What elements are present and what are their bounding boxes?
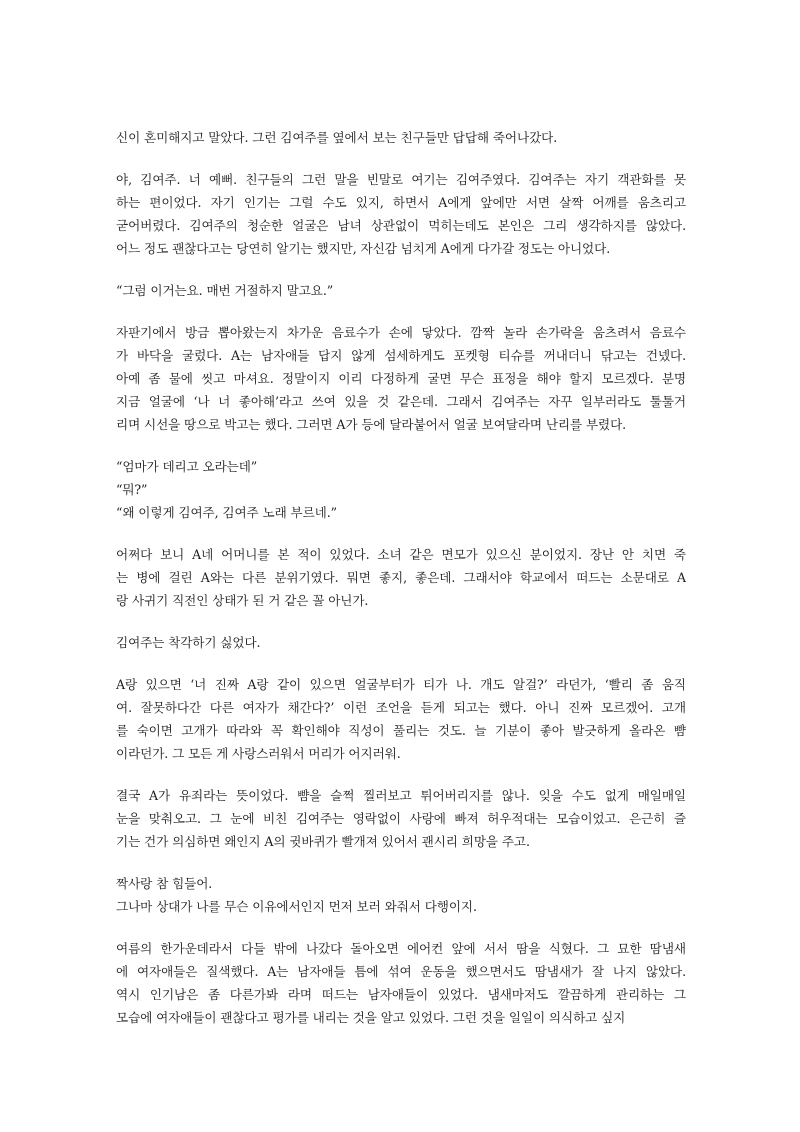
text-line: “엄마가 데리고 오라는데” bbox=[116, 459, 258, 474]
text-line: “뭐?” bbox=[116, 482, 148, 497]
paragraph bbox=[116, 455, 686, 524]
text-line: 그나마 상대가 나를 무슨 이유에서인지 먼저 보러 와줘서 다행이지. bbox=[116, 899, 477, 914]
paragraph bbox=[116, 631, 686, 654]
paragraph bbox=[116, 279, 686, 302]
paragraph bbox=[116, 937, 686, 1029]
text-line: 아예 좀 물에 씻고 마셔요. 정말이지 이리 다정하게 굴면 무슨 표정을 해야 할지 모르겠다. 분명 bbox=[116, 371, 686, 386]
paragraph bbox=[116, 784, 686, 853]
text-line: “그럼 이거는요. 매번 거절하지 말고요.” bbox=[116, 283, 334, 298]
text-line: 지금 얼굴에 ‘나 너 좋아해’라고 쓰여 있을 것 같은데. 그래서 김여주는 자꾸 일부러라도 툴툴거 bbox=[116, 394, 686, 409]
paragraph bbox=[116, 126, 686, 149]
text-line: 역시 인기남은 좀 다른가봐 라며 떠드는 남자애들이 있었다. 냄새마저도 깔끔하게 관리하는 그 bbox=[116, 987, 686, 1002]
text-line: 여. 잘못하다간 다른 여자가 채간다?’ 이런 조언을 듣게 되고는 했다. 아니 진짜 모르겠어. 고개 bbox=[116, 700, 686, 715]
text-line: 랑 사귀기 직전인 상태가 된 거 같은 꼴 아닌가. bbox=[116, 593, 369, 608]
text-line: 신이 혼미해지고 말았다. 그런 김여주를 옆에서 보는 친구들만 답답해 죽어나갔다. bbox=[116, 130, 558, 145]
text-line: 눈을 맞춰오고. 그 눈에 비친 김여주는 영락없이 사랑에 빠져 허우적대는 모습이었고. 은근히 즐 bbox=[116, 811, 686, 826]
text-line: 어쩌다 보니 A네 어머니를 본 적이 있었다. 소녀 같은 면모가 있으신 분이었지. 장난 안 치면 죽 bbox=[116, 547, 686, 562]
text-line: 에 여자애들은 질색했다. A는 남자애들 틈에 섞여 운동을 했으면서도 땀냄새가 잘 나지 않았다. bbox=[116, 964, 686, 979]
paragraph bbox=[116, 872, 686, 918]
text-line: “왜 이렇게 김여주, 김여주 노래 부르네.” bbox=[116, 505, 337, 520]
text-line: 어느 정도 괜찮다고는 당연히 알기는 했지만, 자신감 넘치게 A에게 다가갈 정도는 아니었다. bbox=[116, 241, 611, 256]
text-line: A랑 있으면 ‘너 진짜 A랑 같이 있으면 얼굴부터가 티가 나. 개도 알걸?’ 라던가, ‘빨리 좀 움직 bbox=[116, 677, 686, 692]
text-line: 모습에 여자애들이 괜찮다고 평가를 내리는 것을 알고 있었다. 그런 것을 일일이 의식하고 싶지 bbox=[116, 1010, 626, 1025]
text-line: 여름의 한가운데라서 다들 밖에 나갔다 돌아오면 에어컨 앞에 서서 땀을 식혔다. 그 묘한 땀냄새 bbox=[116, 941, 686, 956]
text-line: 하는 편이었다. 자기 인기는 그럴 수도 있지, 하면서 A에게 앞에만 서면 살짝 어깨를 움츠리고 bbox=[116, 195, 686, 210]
paragraph bbox=[116, 543, 686, 612]
text-line: 굳어버렸다. 김여주의 청순한 얼굴은 남녀 상관없이 먹히는데도 본인은 그리 생각하지를 않았다. bbox=[116, 218, 686, 233]
paragraph bbox=[116, 673, 686, 765]
paragraph bbox=[116, 168, 686, 260]
text-line: 짝사랑 참 힘들어. bbox=[116, 876, 213, 891]
text-line: 야, 김여주. 너 예뻐. 친구들의 그런 말을 빈말로 여기는 김여주였다. 김여주는 자기 객관화를 못 bbox=[116, 172, 686, 187]
text-line: 를 숙이면 고개가 따라와 꼭 확인해야 직성이 풀리는 것도. 늘 기분이 좋아 발긋하게 올라온 뺨 bbox=[116, 723, 686, 738]
text-line: 이라던가. 그 모든 게 사랑스러워서 머리가 어지러워. bbox=[116, 746, 401, 761]
text-line: 는 병에 걸린 A와는 다른 분위기였다. 뭐면 좋지, 좋은데. 그래서야 학교에서 떠드는 소문대로 A bbox=[116, 570, 686, 585]
paragraph bbox=[116, 321, 686, 436]
text-line: 자판기에서 방금 뽑아왔는지 차가운 음료수가 손에 닿았다. 깜짝 놀라 손가락을 움츠려서 음료수 bbox=[116, 325, 686, 340]
text-line: 기는 건가 의심하면 왜인지 A의 귓바퀴가 빨개져 있어서 괜시리 희망을 주고. bbox=[116, 834, 530, 849]
text-line: 리며 시선을 땅으로 박고는 했다. 그러면 A가 등에 달라붙어서 얼굴 보여달라며 난리를 부렸다. bbox=[116, 417, 627, 432]
text-line: 김여주는 착각하기 싫었다. bbox=[116, 635, 261, 650]
body-text bbox=[116, 126, 686, 1048]
text-line: 가 바닥을 굴렀다. A는 남자애들 답지 않게 섬세하게도 포켓형 티슈를 꺼내더니 닦고는 건넸다. bbox=[116, 348, 686, 363]
text-line: 결국 A가 유죄라는 뜻이었다. 뺨을 슬쩍 찔러보고 튀어버리지를 않나. 잊을 수도 없게 매일매일 bbox=[116, 788, 686, 803]
